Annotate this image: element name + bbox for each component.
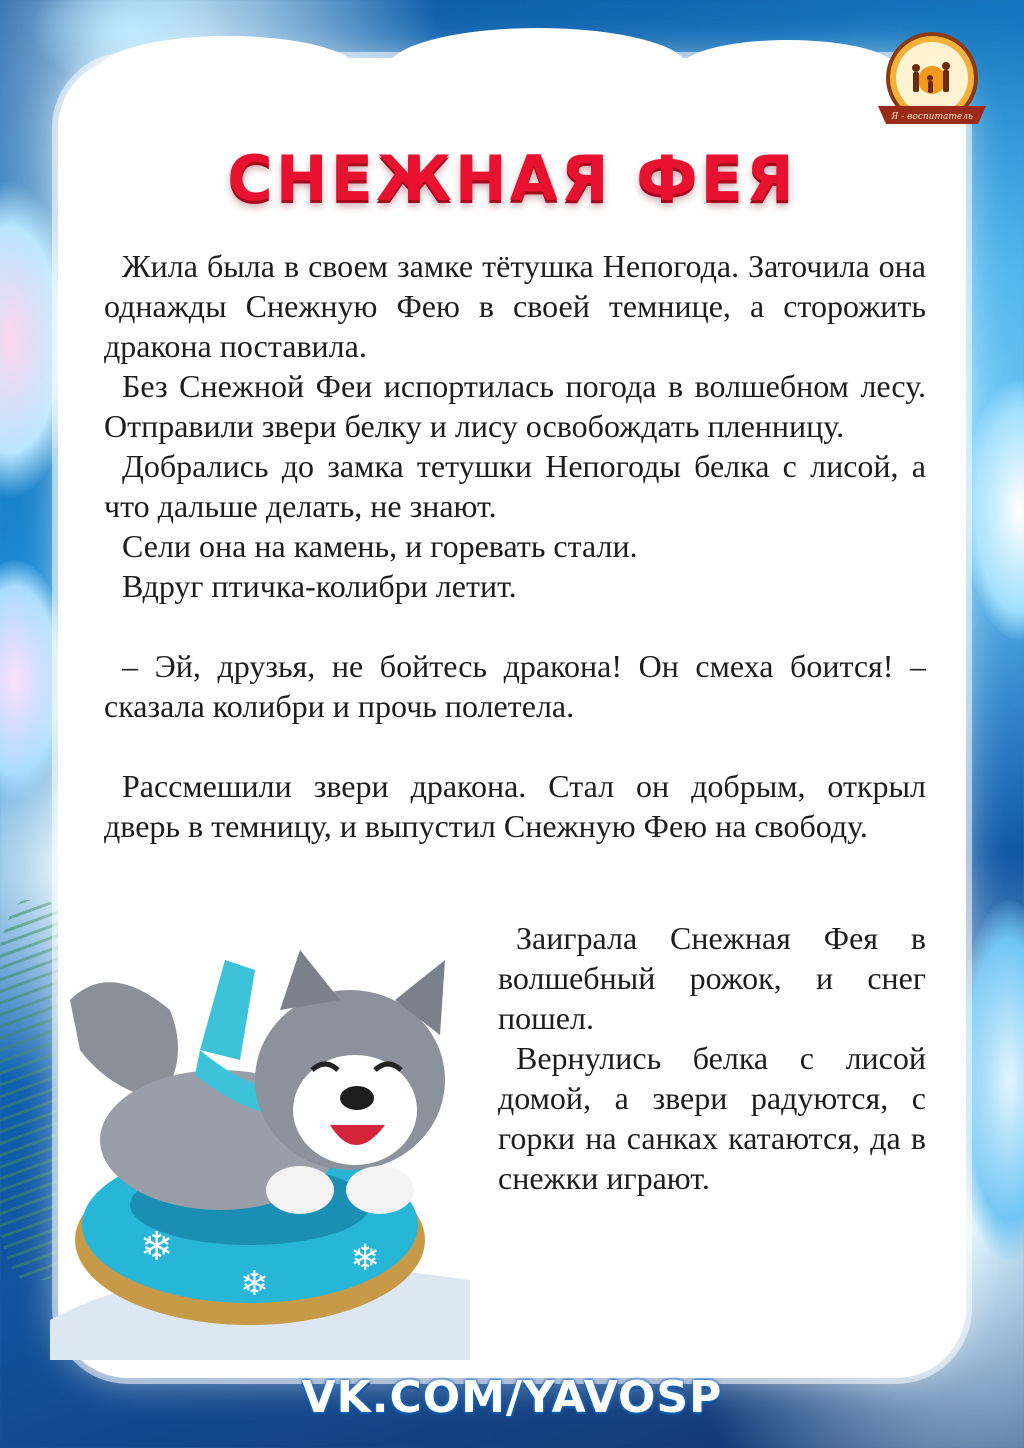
page-title: СНЕЖНАЯ ФЕЯ <box>227 142 797 215</box>
svg-text:❄: ❄ <box>240 1264 269 1304</box>
svg-text:❄: ❄ <box>350 1238 381 1279</box>
paragraph: – Эй, друзья, не бойтесь дракона! Он смеха боится! – сказала колибри и прочь полетела. <box>104 648 926 724</box>
snow-cap <box>98 36 358 106</box>
story-main-text <box>104 246 926 846</box>
logo-badge <box>872 28 992 138</box>
paragraph: Рассмешили звери дракона. Стал он добрым, открыл дверь в темницу, и выпустил Снежную Фею на свободу. <box>104 768 926 844</box>
paragraph: Добрались до замка тетушки Непогоды белка с лисой, а что дальше делать, не знают. <box>104 448 926 524</box>
snow-tree-decoration <box>964 380 1024 640</box>
paragraph: Вдруг птичка-колибри летит. <box>122 568 517 604</box>
snow-cap <box>388 28 688 108</box>
footer-url: VK.COM/YAVOSP <box>301 1372 723 1423</box>
paragraph: Жила была в своем замке тётушка Непогода. Заточила она однажды Снежную Фею в своей темнице, а сторожить дракона поставила. <box>104 248 926 364</box>
paragraph: Сели она на камень, и горевать стали. <box>122 528 638 564</box>
wolf-cub-illustration <box>50 940 470 1360</box>
paragraph: Без Снежной Феи испортилась погода в волшебном лесу. Отправили звери белку и лису освобождать пленницу. <box>104 368 926 444</box>
family-sun-logo-icon <box>872 28 992 138</box>
story-side-text <box>498 918 926 1198</box>
paragraph: Заиграла Снежная Фея в волшебный рожок, и снег пошел. <box>498 920 926 1036</box>
logo-caption: Я - воспитатель <box>891 112 973 122</box>
snow-cap <box>678 40 898 100</box>
paragraph: Вернулись белка с лисой домой, а звери радуются, с горки на санках катаются, да в снежки играют. <box>498 1040 926 1196</box>
svg-text:❄: ❄ <box>140 1224 174 1270</box>
